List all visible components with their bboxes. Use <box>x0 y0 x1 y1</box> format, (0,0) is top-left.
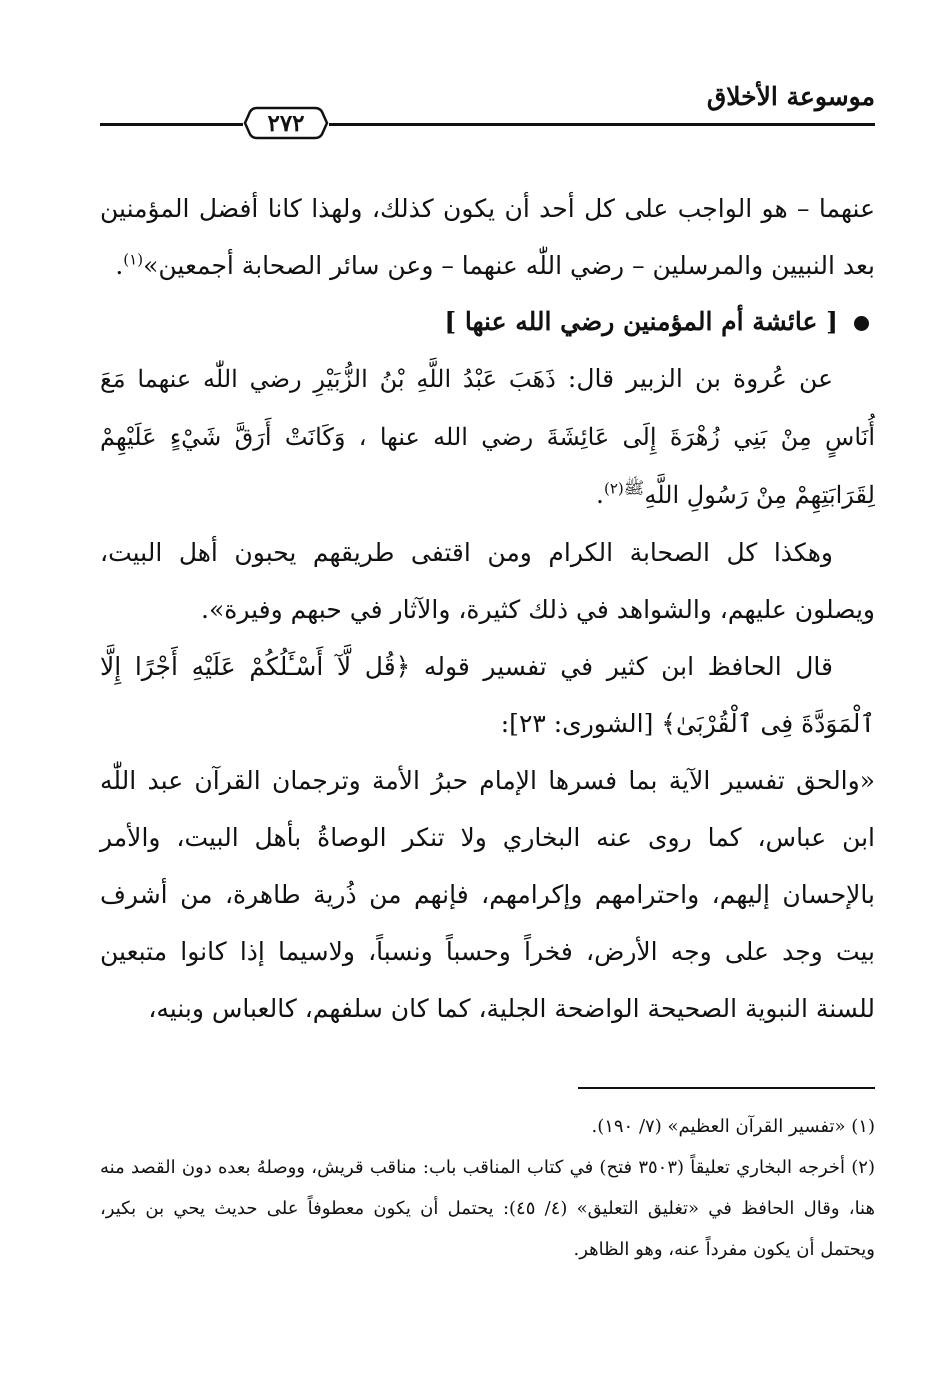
footnote-1: (١) «تفسير القرآن العظيم» (٧/ ١٩٠). <box>591 1116 875 1137</box>
page-number: ٢٧٢ <box>267 110 305 137</box>
footnote-separator <box>578 1087 875 1089</box>
section-heading-text: [ عائشة أم المؤمنين رضي الله عنها ] <box>444 307 838 336</box>
page-number-frame <box>243 105 329 141</box>
paragraph-3: وهكذا كل الصحابة الكرام ومن اقتفى طريقهم يحبون أهل البيت، ويصلون عليهم، والشواهد في ذلك كثيرة، والآثار في حبهم وفيرة». <box>100 538 875 624</box>
quran-verse: ﴿قُل لَّآ أَسْـَٔلُكُمْ عَلَيْهِ أَجْرًا إِلَّا ٱلْمَوَدَّةَ فِى ٱلْقُرْبَىٰ﴾ <box>100 652 875 738</box>
page-header <box>100 60 875 150</box>
book-title: موسوعة الأخلاق <box>706 82 875 111</box>
footnote-ref-1: (١) <box>123 250 144 269</box>
paragraph-4 <box>100 638 875 752</box>
paragraph-1: عنهما – هو الواجب على كل أحد أن يكون كذلك، ولهذا كانا أفضل المؤمنين بعد النبيين والمرسلين – رضي اللّٰه عنهما – وعن سائر الصحابة أجمعين»$^{(١)}$. <box>100 194 875 280</box>
bullet-icon <box>854 316 869 331</box>
verse-citation: [الشورى: ٢٣]: <box>500 709 662 738</box>
honorific-mark: ﷺ <box>623 478 645 499</box>
hadith-quote: ذَهَبَ عَبْدُ اللَّهِ بْنُ الزُّبَيْرِ رضي اللّٰه عنهما مَعَ أُنَاسٍ مِنْ بَنِي زُهْرَةَ إِلَى عَائِشَةَ رضي الله عنها ، وَكَانَتْ أَرَقَّ شَيْءٍ عَلَيْهِمْ لِقَرَابَتِهِمْ مِنْ رَسُولِ اللَّهِ <box>100 365 875 509</box>
paragraph-1-text: عنهما – هو الواجب على كل أحد أن يكون كذلك، ولهذا كانا أفضل المؤمنين بعد النبيين والمرسلين – رضي اللّٰه عنهما – وعن سائر الصحابة أجمعين» <box>100 194 875 280</box>
section-heading <box>100 294 875 350</box>
header-rule <box>100 123 875 126</box>
paragraph-2: عن عُروة بن الزبير قال: ذَهَبَ عَبْدُ اللَّهِ بْنُ الزُّبَيْرِ رضي اللّٰه عنهما مَعَ أُنَاسٍ مِنْ بَنِي زُهْرَةَ إِلَى عَائِشَةَ رضي الله عنها ، وَكَانَتْ أَرَقَّ شَيْءٍ عَلَيْهِمْ لِقَرَابَتِهِمْ مِنْ رَسُولِ اللَّهِ$^{ﷺ(٢)}$. <box>100 364 875 509</box>
footnotes <box>100 1106 875 1270</box>
main-text <box>100 180 875 1037</box>
paragraph-5: «والحق تفسير الآية بما فسرها الإمام حبرُ الأمة وترجمان القرآن عبد اللّٰه ابن عباس، كما روى عنه البخاري ولا تنكر الوصاةُ بأهل البيت، والأمر بالإحسان إليهم، واحترامهم وإكرامهم، فإنهم من ذُرية طاهرة، من أشرف بيت وجد على وجه الأرض، فخراً وحسباً ونسباً، ولاسيما إذا كانوا متبعين للسنة النبوية الصحيحة الواضحة الجلية، كما كان سلفهم، كالعباس وبنيه، <box>100 766 875 1023</box>
footnote-ref-2: (٢) <box>604 479 624 498</box>
paragraph-4-intro: قال الحافظ ابن كثير في تفسير قوله <box>410 652 834 681</box>
footnote-2: (٢) أخرجه البخاري تعليقاً (٣٥٠٣ فتح) في كتاب المناقب باب: مناقب قريش، ووصلهُ بعده دون القصد منه هنا، وقال الحافظ في «تغليق التعليق» (٤/ ٤٥): يحتمل أن يكون معطوفاً على حديث يحي بن بكير، ويحتمل أن يكون مفرداً عنه، وهو الظاهر. <box>100 1157 875 1260</box>
paragraph-2-intro: عن عُروة بن الزبير قال: <box>555 364 833 393</box>
